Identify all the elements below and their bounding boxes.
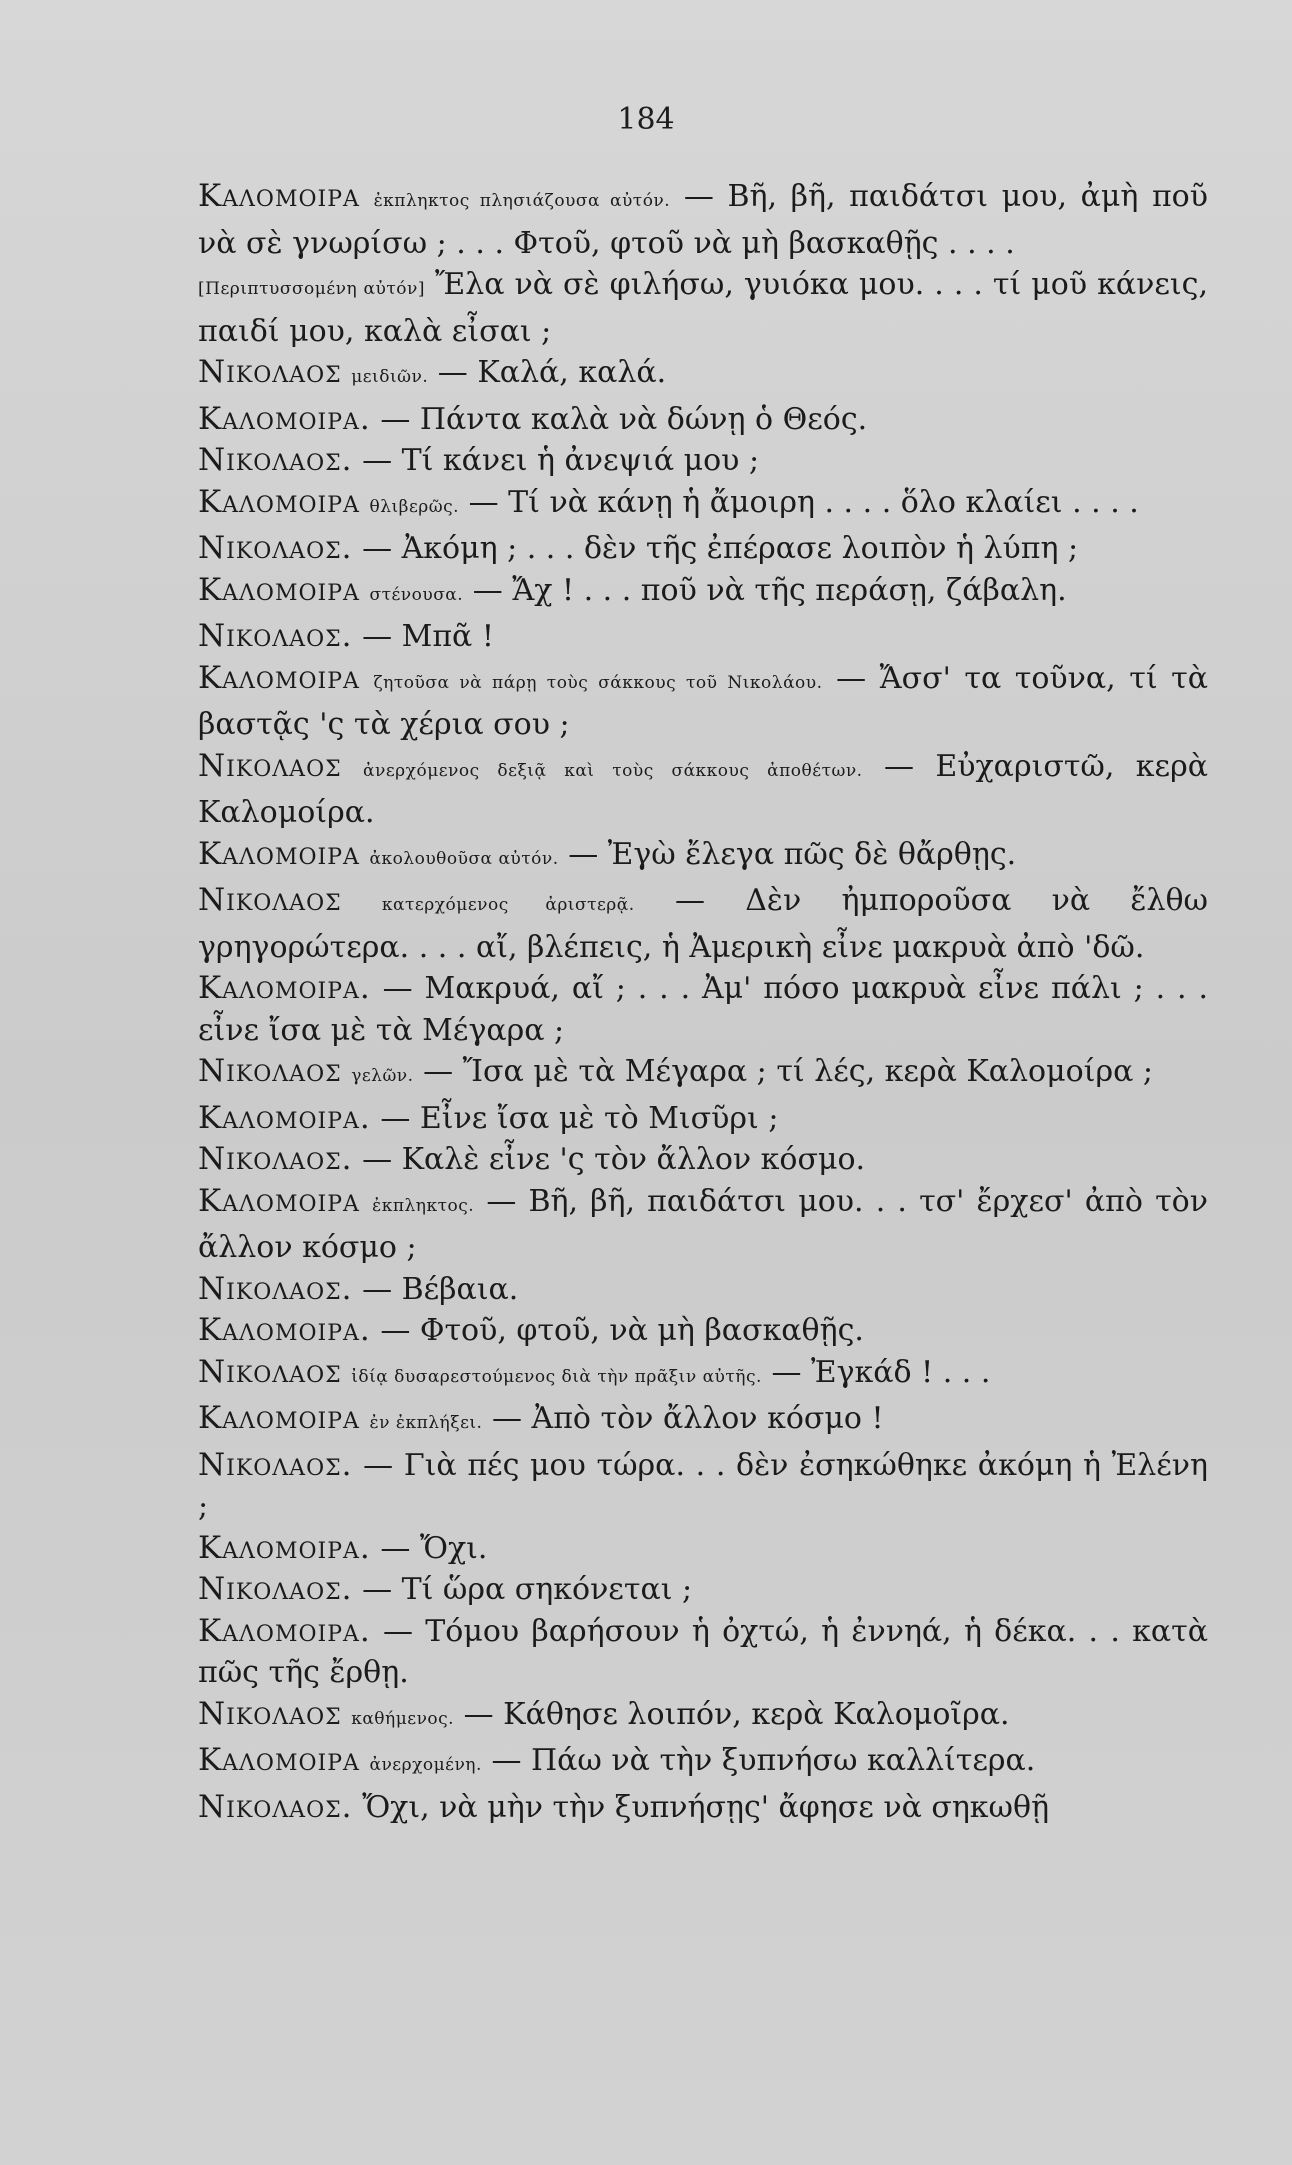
- dialogue-line: [198, 482, 1208, 529]
- speaker-name: Νικολαος: [198, 747, 342, 784]
- page-number: 184: [617, 102, 675, 137]
- spoken-text: Ὄχι, νὰ μὴν τὴν ξυπνήσῃς' ἄφησε νὰ σηκωθῇ: [362, 1789, 1050, 1825]
- spoken-text: — Βῆ, βῆ, παιδάτσι μου, ἀμὴ ποῦ νὰ σὲ γνωρίσω ; . . . Φτοῦ, φτοῦ νὰ μὴ βασκαθῇς . . . .: [198, 179, 1208, 261]
- speaker-name: Καλομοιρα: [198, 1400, 360, 1436]
- stage-direction: μειδιῶν.: [351, 367, 429, 387]
- spoken-text: — Ἄχ ! . . . ποῦ νὰ τῆς περάσῃ, ζάβαλη.: [472, 572, 1067, 608]
- spoken-text: — Φτοῦ, φτοῦ, νὰ μὴ βασκαθῇς.: [380, 1313, 864, 1348]
- spoken-text: — Ἐγὼ ἔλεγα πῶς δὲ θἄρθῃς.: [568, 836, 1017, 872]
- stage-direction: [Περιπτυσσομένη αὐτόν]: [198, 279, 425, 299]
- stage-direction: ζητοῦσα νὰ πάρῃ τοὺς σάκκους τοῦ Νικολάου.: [373, 672, 823, 693]
- dialogue-line: [198, 616, 1208, 658]
- stage-direction: ἐν ἐκπλήξει.: [369, 1413, 483, 1433]
- speaker-name: Καλομοιρα.: [198, 1529, 371, 1566]
- stage-direction: ἀκολουθοῦσα αὐτόν.: [369, 848, 559, 869]
- speaker-name: Νικολαος: [198, 1053, 342, 1089]
- speaker-name: Νικολαος: [198, 1695, 342, 1732]
- dialogue-line: [198, 1310, 1208, 1352]
- dialogue-line: [198, 1569, 1208, 1611]
- speaker-name: Νικολαος.: [198, 530, 353, 566]
- speaker-name: Καλομοιρα.: [198, 1312, 371, 1348]
- stage-direction: καθήμενος.: [351, 1708, 455, 1729]
- dialogue-line: [198, 1611, 1208, 1694]
- speaker-name: Καλομοιρα.: [198, 970, 371, 1006]
- stage-direction: κατερχόμενος ἀριστερᾷ.: [381, 895, 635, 915]
- spoken-text: — Τόμου βαρήσουν ἡ ὀχτώ, ἡ ἐννηά, ἡ δέκα. . . κατὰ πῶς τῆς ἔρθῃ.: [198, 1613, 1208, 1690]
- dialogue-line: [198, 1787, 1208, 1829]
- dialogue-line: [198, 1181, 1208, 1269]
- spoken-text: — Γιὰ πές μου τώρα. . . δὲν ἐσηκώθηκε ἀκόμη ἡ Ἐλένη ;: [198, 1447, 1208, 1524]
- dialogue-line: [198, 528, 1208, 570]
- dialogue-line: [198, 1139, 1208, 1181]
- stage-direction: γελῶν.: [351, 1066, 414, 1086]
- speaker-name: Νικολαος: [198, 882, 342, 918]
- dialogue-line: [198, 968, 1208, 1051]
- spoken-text: — Καλά, καλά.: [437, 355, 667, 390]
- speaker-name: Νικολαος.: [198, 1788, 353, 1825]
- dialogue-line: [198, 176, 1208, 264]
- spoken-text: — Τί κάνει ἡ ἀνεψιά μου ;: [362, 443, 760, 478]
- speaker-name: Νικολαος.: [198, 1270, 353, 1307]
- stage-direction: ἐκπληκτος πλησιάζουσα αὐτόν.: [373, 191, 671, 211]
- dialogue-line: [198, 746, 1208, 834]
- stage-direction: θλιβερῶς.: [369, 496, 460, 517]
- spoken-text: — Δὲν ἠμποροῦσα νὰ ἔλθω γρηγορώτερα. . . . αἴ, βλέπεις, ἡ Ἀμερικὴ εἶνε μακρυὰ ἀπὸ 'δῶ.: [198, 883, 1209, 965]
- dialogue-line: [198, 440, 1208, 482]
- stage-direction: ἰδίᾳ δυσαρεστούμενος διὰ τὴν πρᾶξιν αὐτῆς.: [351, 1366, 762, 1387]
- dialogue-line: [198, 1740, 1208, 1787]
- dialogue-line: [198, 880, 1208, 968]
- speaker-name: Καλομοιρα: [198, 659, 360, 696]
- dialogue-line: [198, 1445, 1208, 1528]
- spoken-text: — Ἄσσ' τα τοῦνα, τί τὰ βαστᾷς 'ς τὰ χέρια σου ;: [198, 660, 1208, 742]
- speaker-name: Καλομοιρα: [198, 483, 360, 520]
- stage-direction: ἐκπληκτος.: [372, 1195, 475, 1216]
- speaker-name: Νικολαος: [198, 354, 342, 390]
- dialogue-line: [198, 570, 1208, 617]
- spoken-text: — Εὐχαριστῶ, κερὰ Καλομοίρα.: [198, 748, 1208, 830]
- spoken-text: — Ἐγκάδ ! . . .: [771, 1354, 991, 1390]
- spoken-text: — Τί νὰ κάνῃ ἡ ἄμοιρη . . . . ὅλο κλαίει . . . .: [468, 484, 1139, 520]
- speaker-name: Νικολαος.: [198, 442, 353, 478]
- dialogue-line: [198, 1398, 1208, 1445]
- spoken-text: — Ἀκόμη ; . . . δὲν τῆς ἐπέρασε λοιπὸν ἡ λύπη ;: [362, 531, 1079, 566]
- dialogue-line: [198, 658, 1208, 746]
- dialogue-line: [198, 1352, 1208, 1399]
- speaker-name: Καλομοιρα: [198, 1742, 360, 1778]
- dialogue-line: [198, 399, 1208, 441]
- speaker-name: Νικολαος.: [198, 1571, 353, 1607]
- dialogue-line: [198, 1051, 1208, 1098]
- spoken-text: — Τί ὥρα σηκόνεται ;: [362, 1572, 693, 1607]
- spoken-text: — Καλὲ εἶνε 'ς τὸν ἄλλον κόσμο.: [362, 1142, 866, 1177]
- stage-direction: ἀνερχομένη.: [369, 1755, 482, 1775]
- speaker-name: Νικολαος.: [198, 1141, 353, 1177]
- dialogue-line: [198, 1694, 1208, 1741]
- dialogue-line: [198, 1269, 1208, 1311]
- speaker-name: Καλομοιρα.: [198, 1612, 371, 1649]
- dialogue-text: [198, 176, 1208, 1828]
- dialogue-line: [198, 1098, 1208, 1140]
- spoken-text: — Βέβαια.: [362, 1271, 519, 1307]
- speaker-name: Νικολαος.: [198, 1446, 353, 1483]
- spoken-text: — Μακρυά, αἴ ; . . . Ἀμ' πόσο μακρυὰ εἶνε πάλι ; . . . εἶνε ἴσα μὲ τὰ Μέγαρα ;: [198, 971, 1208, 1048]
- speaker-name: Καλομοιρα: [198, 571, 360, 608]
- speaker-name: Νικολαος.: [198, 618, 353, 654]
- speaker-name: Καλομοιρα: [198, 178, 360, 214]
- speaker-name: Καλομοιρα: [198, 835, 360, 872]
- dialogue-line: [198, 352, 1208, 399]
- spoken-text: — Εἶνε ἴσα μὲ τὸ Μισῦρι ;: [380, 1100, 779, 1136]
- spoken-text: — Ἀπὸ τὸν ἄλλον κόσμο !: [492, 1401, 884, 1436]
- spoken-text: — Πάντα καλὰ νὰ δώνῃ ὁ Θεός.: [380, 401, 868, 437]
- stage-direction: ἀνερχόμενος δεξιᾷ καὶ τοὺς σάκκους ἀποθέτων.: [363, 760, 863, 781]
- stage-direction: στένουσα.: [369, 584, 464, 605]
- dialogue-line: [198, 1528, 1208, 1570]
- spoken-text: — Μπᾶ !: [362, 619, 494, 654]
- spoken-text: Ἔλα νὰ σὲ φιλήσω, γυιόκα μου. . . . τί μοῦ κάνεις, παιδί μου, καλὰ εἶσαι ;: [198, 267, 1208, 349]
- spoken-text: — Ἴσα μὲ τὰ Μέγαρα ; τί λές, κερὰ Καλομοίρα ;: [423, 1054, 1153, 1089]
- dialogue-line: [198, 834, 1208, 881]
- speaker-name: Καλομοιρα.: [198, 1099, 371, 1136]
- speaker-name: Νικολαος: [198, 1353, 342, 1390]
- spoken-text: — Πάω νὰ τὴν ξυπνήσω καλλίτερα.: [491, 1743, 1036, 1778]
- speaker-name: Καλομοιρα: [198, 1182, 360, 1219]
- spoken-text: — Βῆ, βῆ, παιδάτσι μου. . . τσ' ἔρχεσ' ἀπὸ τὸν ἄλλον κόσμο ;: [198, 1183, 1208, 1265]
- spoken-text: — Ὄχι.: [380, 1530, 488, 1566]
- dialogue-line: [198, 264, 1208, 352]
- speaker-name: Καλομοιρα.: [198, 400, 371, 437]
- spoken-text: — Κάθησε λοιπόν, κερὰ Καλομοῖρα.: [463, 1696, 1010, 1732]
